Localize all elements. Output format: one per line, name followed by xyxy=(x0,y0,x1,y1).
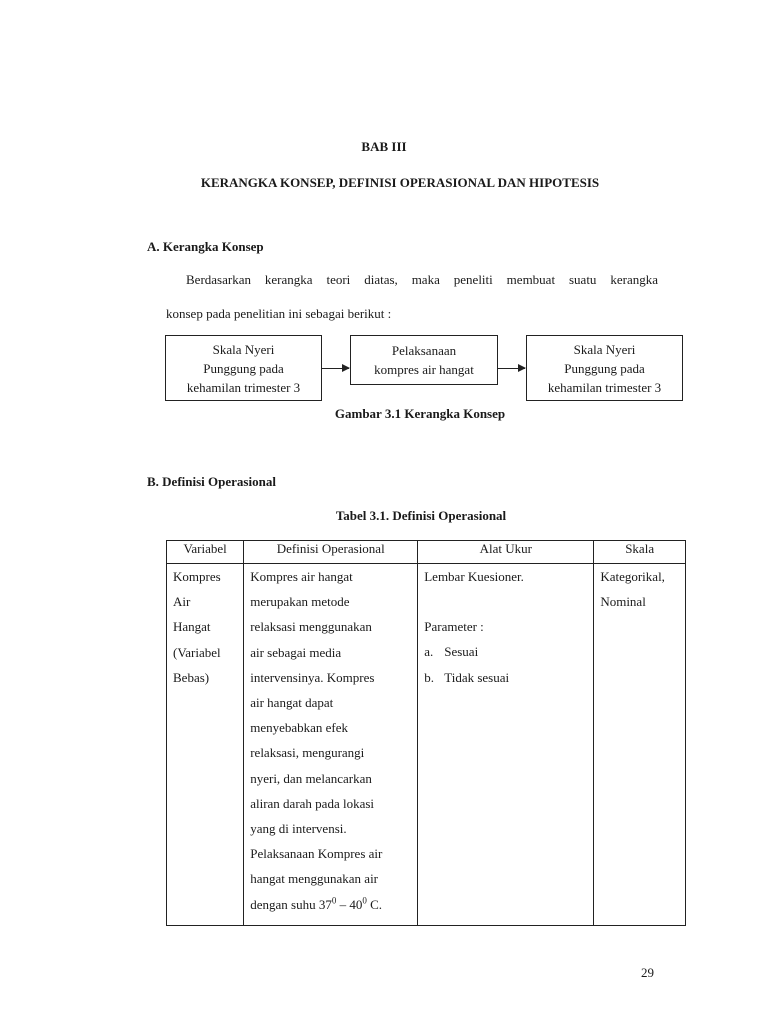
list-item-text: Tidak sesuai xyxy=(444,669,510,685)
figure-caption: Gambar 3.1 Kerangka Konsep xyxy=(334,406,506,421)
definisi-line: intervensinya. Kompres xyxy=(250,669,375,685)
column-header-variabel: Variabel xyxy=(167,541,244,564)
variabel-line: Air xyxy=(173,594,191,610)
concept-box-pre-line: Skala Nyeri xyxy=(212,341,275,357)
temperature-prefix: dengan suhu 37 xyxy=(250,896,332,912)
definisi-line: relaksasi, mengurangi xyxy=(250,745,365,761)
cell-alat-ukur xyxy=(418,564,594,926)
concept-box-post-line: Punggung pada xyxy=(564,360,645,376)
definisi-line: menyebabkan efek xyxy=(250,720,349,736)
column-header-alat-ukur: Alat Ukur xyxy=(418,541,594,564)
cell-skala xyxy=(594,564,686,926)
definisi-line: air hangat dapat xyxy=(250,695,334,711)
temperature-sup: 0 xyxy=(362,895,367,906)
temperature-mid: – 40 xyxy=(336,896,363,912)
concept-box-intervention xyxy=(350,335,498,385)
list-item xyxy=(424,665,587,690)
arrow-right-icon xyxy=(322,368,349,369)
definisi-line: nyeri, dan melancarkan xyxy=(250,770,372,786)
variabel-line: (Variabel xyxy=(173,644,221,660)
chapter-title: KERANGKA KONSEP, DEFINISI OPERASIONAL DAN HIPOTESIS xyxy=(200,175,600,190)
concept-box-pre-line: kehamilan trimester 3 xyxy=(186,379,301,395)
definisi-line: merupakan metode xyxy=(250,594,350,610)
cell-definisi xyxy=(244,564,418,926)
concept-box-post-line: Skala Nyeri xyxy=(573,341,636,357)
list-item xyxy=(424,639,587,664)
alat-ukur-text: Lembar Kuesioner. xyxy=(424,569,524,584)
arrow-right-icon xyxy=(498,368,525,369)
list-item-text: Sesuai xyxy=(444,644,479,660)
table-row xyxy=(167,564,686,926)
skala-line: Kategorikal, xyxy=(600,569,665,584)
cell-variabel xyxy=(167,564,244,926)
variabel-line: Kompres xyxy=(173,569,221,584)
concept-box-intervention-line: kompres air hangat xyxy=(374,362,474,377)
page-number: 29 xyxy=(641,965,654,980)
concept-box-pre xyxy=(165,335,322,401)
section-a-heading: A. Kerangka Konsep xyxy=(147,239,264,254)
table-caption: Tabel 3.1. Definisi Operasional xyxy=(335,508,507,523)
table-header-row xyxy=(167,541,686,564)
definisi-line: aliran darah pada lokasi xyxy=(250,795,375,811)
list-marker: a. xyxy=(424,644,434,660)
definisi-line: yang di intervensi. xyxy=(250,821,347,837)
parameter-label: Parameter : xyxy=(424,619,484,635)
column-header-skala: Skala xyxy=(594,541,686,564)
skala-line: Nominal xyxy=(600,594,646,610)
definisi-line: air sebagai media xyxy=(250,644,342,660)
operational-definition-table xyxy=(166,540,686,926)
definisi-line: Pelaksanaan Kompres air xyxy=(250,846,383,862)
definisi-line: relaksasi menggunakan xyxy=(250,619,372,635)
column-header-definisi: Definisi Operasional xyxy=(244,541,418,564)
variabel-line: Hangat xyxy=(173,619,211,635)
list-marker: b. xyxy=(424,669,434,685)
section-a-paragraph-line2: konsep pada penelitian ini sebagai berikut : xyxy=(166,306,392,321)
definisi-line: hangat menggunakan air xyxy=(250,871,379,887)
definisi-temperature-line xyxy=(250,892,411,917)
section-b-heading: B. Definisi Operasional xyxy=(147,474,276,489)
concept-box-pre-line: Punggung pada xyxy=(203,360,284,376)
temperature-suffix: C. xyxy=(366,896,382,912)
concept-box-post xyxy=(526,335,683,401)
temperature-sup: 0 xyxy=(331,895,337,906)
definisi-line: Kompres air hangat xyxy=(250,569,353,584)
chapter-number: BAB III xyxy=(361,139,407,154)
concept-box-post-line: kehamilan trimester 3 xyxy=(547,379,662,395)
variabel-line: Bebas) xyxy=(173,669,210,685)
section-a-paragraph-line1: Berdasarkan kerangka teori diatas, maka peneliti membuat suatu kerangka xyxy=(186,272,658,287)
concept-box-intervention-line: Pelaksanaan xyxy=(391,343,457,358)
